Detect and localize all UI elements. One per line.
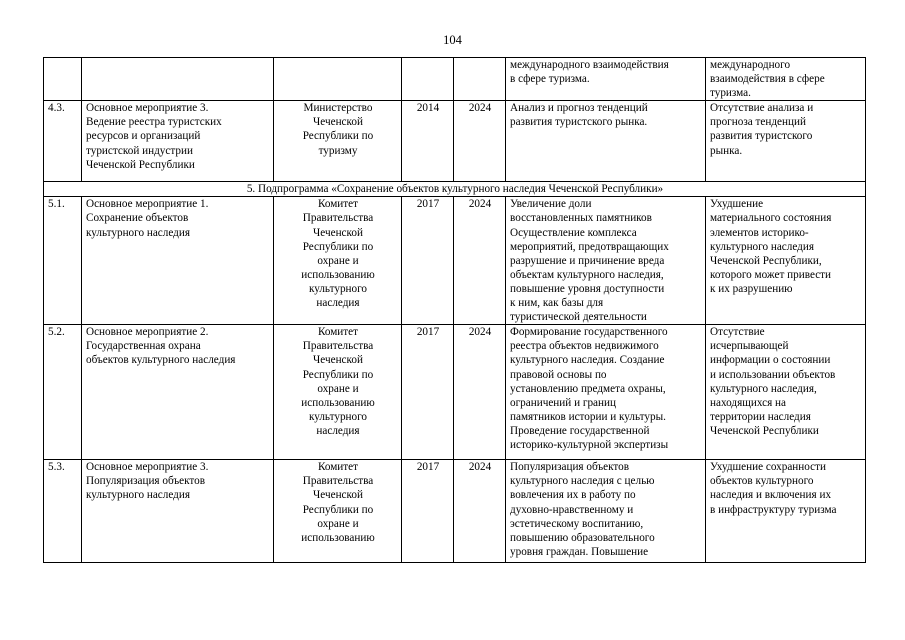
non-implementation-consequence-line: культурного наследия, — [710, 382, 817, 395]
expected-result-line: мероприятий, предотвращающих — [510, 240, 669, 253]
measure-name-line: Основное мероприятие 1. — [86, 198, 209, 211]
non-implementation-consequence-line: в инфраструктуру туризма — [710, 503, 837, 516]
executor-line: туризму — [318, 144, 358, 157]
expected-result-line: Увеличение доли — [510, 198, 592, 211]
expected-result-line: к ним, как базы для — [510, 297, 604, 310]
end-year: 2024 — [454, 101, 506, 182]
non-implementation-consequence-line: объектов культурного — [710, 475, 814, 488]
executor-line: Чеченской — [313, 489, 363, 502]
row-number: 5.3. — [44, 460, 82, 563]
executor-line: Чеченской — [313, 354, 363, 367]
row-number: 4.3. — [44, 101, 82, 182]
measure-name — [82, 58, 274, 101]
row-number — [44, 58, 82, 101]
expected-result — [506, 325, 706, 460]
measure-name — [82, 101, 274, 182]
table-row — [44, 460, 866, 563]
executor-line: Правительства — [302, 212, 374, 225]
non-implementation-consequence-line: элементов историко- — [710, 226, 809, 239]
expected-result-line: повышение уровня доступности — [510, 282, 665, 295]
executor-line: использованию — [301, 531, 375, 544]
expected-result — [506, 101, 706, 182]
executor-line: Комитет — [317, 198, 359, 211]
non-implementation-consequence-line: развития туристского — [710, 130, 813, 143]
row-number: 5.1. — [44, 197, 82, 325]
measure-name — [82, 197, 274, 325]
executor — [274, 325, 402, 460]
expected-result-line: Анализ и прогноз тенденций — [510, 102, 648, 115]
expected-result-line: объектам культурного наследия, — [510, 268, 664, 281]
expected-result — [506, 58, 706, 101]
expected-result-line: в сфере туризма. — [510, 73, 590, 86]
non-implementation-consequence — [706, 325, 866, 460]
end-year: 2024 — [454, 460, 506, 563]
executor — [274, 58, 402, 101]
start-year: 2017 — [402, 325, 454, 460]
measure-name — [82, 460, 274, 563]
non-implementation-consequence-line: информации о состоянии — [710, 354, 831, 367]
expected-result-line: туристической деятельности — [510, 311, 647, 324]
executor-line: Правительства — [302, 340, 374, 353]
executor-line: охране и — [317, 517, 359, 530]
expected-result-line: развития туристского рынка. — [510, 116, 648, 129]
non-implementation-consequence-line: находящихся на — [710, 396, 786, 409]
executor-line: Чеченской — [313, 226, 363, 239]
expected-result-line: духовно-нравственному и — [510, 503, 634, 516]
non-implementation-consequence-line: исчерпывающей — [710, 340, 789, 353]
expected-result — [506, 460, 706, 563]
non-implementation-consequence-line: Отсутствие — [710, 326, 765, 339]
executor-line: охране и — [317, 254, 359, 267]
expected-result-line: памятников истории и культуры. — [510, 410, 666, 423]
measure-name-line: Основное мероприятие 3. — [86, 102, 209, 115]
non-implementation-consequence-line: материального состояния — [710, 212, 832, 225]
measure-name-line: Популяризация объектов — [86, 475, 206, 488]
section-title: 5. Подпрограмма «Сохранение объектов культурного наследия Чеченской Республики» — [44, 182, 866, 197]
executor-line: Комитет — [317, 326, 359, 339]
non-implementation-consequence-line: к их разрушению — [710, 282, 793, 295]
expected-result-line: культурного наследия. Создание — [510, 354, 665, 367]
non-implementation-consequence-line: и использовании объектов — [710, 368, 836, 381]
expected-result-line: вовлечения их в работу по — [510, 489, 636, 502]
executor-line: Республики по — [302, 130, 374, 143]
measure-name — [82, 325, 274, 460]
measure-name-line: Государственная охрана — [86, 340, 201, 353]
measure-name-line: объектов культурного наследия — [86, 354, 236, 367]
non-implementation-consequence-line: которого может привести — [710, 268, 832, 281]
measure-name-line: культурного наследия — [86, 489, 190, 502]
non-implementation-consequence-line: Чеченской Республики — [710, 424, 819, 437]
expected-result-line: Популяризация объектов — [510, 461, 630, 474]
section-header-row — [44, 182, 866, 197]
expected-result-line: культурного наследия с целью — [510, 475, 655, 488]
non-implementation-consequence-line: культурного наследия — [710, 240, 814, 253]
table-row — [44, 325, 866, 460]
expected-result-line: установлению предмета охраны, — [510, 382, 666, 395]
executor-line: использованию — [301, 268, 375, 281]
measure-name-line: Чеченской Республики — [86, 158, 195, 171]
table-row — [44, 101, 866, 182]
non-implementation-consequence-line: Ухудшение — [710, 198, 764, 211]
measure-name-line: Основное мероприятие 3. — [86, 461, 209, 474]
start-year: 2014 — [402, 101, 454, 182]
non-implementation-consequence-line: Отсутствие анализа и — [710, 102, 814, 115]
end-year: 2024 — [454, 325, 506, 460]
expected-result-line: международного взаимодействия — [510, 59, 669, 71]
expected-result-line: разрушение и причинение вреда — [510, 254, 665, 267]
expected-result-line: Осуществление комплекса — [510, 226, 637, 239]
measure-name-line: культурного наследия — [86, 226, 190, 239]
table-row — [44, 197, 866, 325]
table-row — [44, 58, 866, 101]
non-implementation-consequence — [706, 58, 866, 101]
end-year — [454, 58, 506, 101]
expected-result-line: реестра объектов недвижимого — [510, 340, 659, 353]
expected-result-line: Проведение государственной — [510, 424, 650, 437]
end-year: 2024 — [454, 197, 506, 325]
non-implementation-consequence-line: рынка. — [710, 144, 743, 157]
executor-line: использованию — [301, 396, 375, 409]
non-implementation-consequence — [706, 197, 866, 325]
start-year: 2017 — [402, 460, 454, 563]
executor-line: культурного — [308, 282, 368, 295]
page-number: 104 — [443, 33, 462, 47]
executor-line: Республики по — [302, 503, 374, 516]
expected-result-line: восстановленных памятников — [510, 212, 652, 225]
non-implementation-consequence-line: Ухудшение сохранности — [710, 461, 826, 474]
executor-line: Республики по — [302, 240, 374, 253]
non-implementation-consequence-line: территории наследия — [710, 410, 811, 423]
non-implementation-consequence-line: Чеченской Республики, — [710, 254, 822, 267]
executor-line: наследия — [316, 424, 360, 437]
expected-result — [506, 197, 706, 325]
executor-line: Министерство — [303, 102, 373, 115]
non-implementation-consequence-line: туризма. — [710, 87, 751, 100]
non-implementation-consequence — [706, 460, 866, 563]
executor-line: Чеченской — [313, 116, 363, 129]
expected-result-line: эстетическому воспитанию, — [510, 517, 644, 530]
expected-result-line: Формирование государственного — [510, 326, 668, 339]
row-number: 5.2. — [44, 325, 82, 460]
measures-table — [43, 57, 866, 563]
executor-line: культурного — [308, 410, 368, 423]
executor-line: Правительства — [302, 475, 374, 488]
executor-line: охране и — [317, 382, 359, 395]
non-implementation-consequence-line: взаимодействия в сфере — [710, 73, 825, 86]
expected-result-line: повышению образовательного — [510, 531, 655, 544]
expected-result-line: историко-культурной экспертизы — [510, 438, 669, 451]
measure-name-line: туристской индустрии — [86, 144, 193, 157]
executor — [274, 460, 402, 563]
executor — [274, 197, 402, 325]
expected-result-line: ограничений и границ — [510, 396, 616, 409]
measure-name-line: Ведение реестра туристских — [86, 116, 222, 129]
executor-line: Республики по — [302, 368, 374, 381]
measure-name-line: Основное мероприятие 2. — [86, 326, 209, 339]
executor — [274, 101, 402, 182]
non-implementation-consequence-line: международного — [710, 59, 791, 71]
executor-line: наследия — [316, 297, 360, 310]
measure-name-line: Сохранение объектов — [86, 212, 189, 225]
start-year: 2017 — [402, 197, 454, 325]
non-implementation-consequence — [706, 101, 866, 182]
non-implementation-consequence-line: прогноза тенденций — [710, 116, 806, 129]
measure-name-line: ресурсов и организаций — [86, 130, 201, 143]
start-year — [402, 58, 454, 101]
executor-line: Комитет — [317, 461, 359, 474]
non-implementation-consequence-line: наследия и включения их — [710, 489, 832, 502]
expected-result-line: уровня граждан. Повышение — [510, 545, 649, 558]
expected-result-line: правовой основы по — [510, 368, 607, 381]
